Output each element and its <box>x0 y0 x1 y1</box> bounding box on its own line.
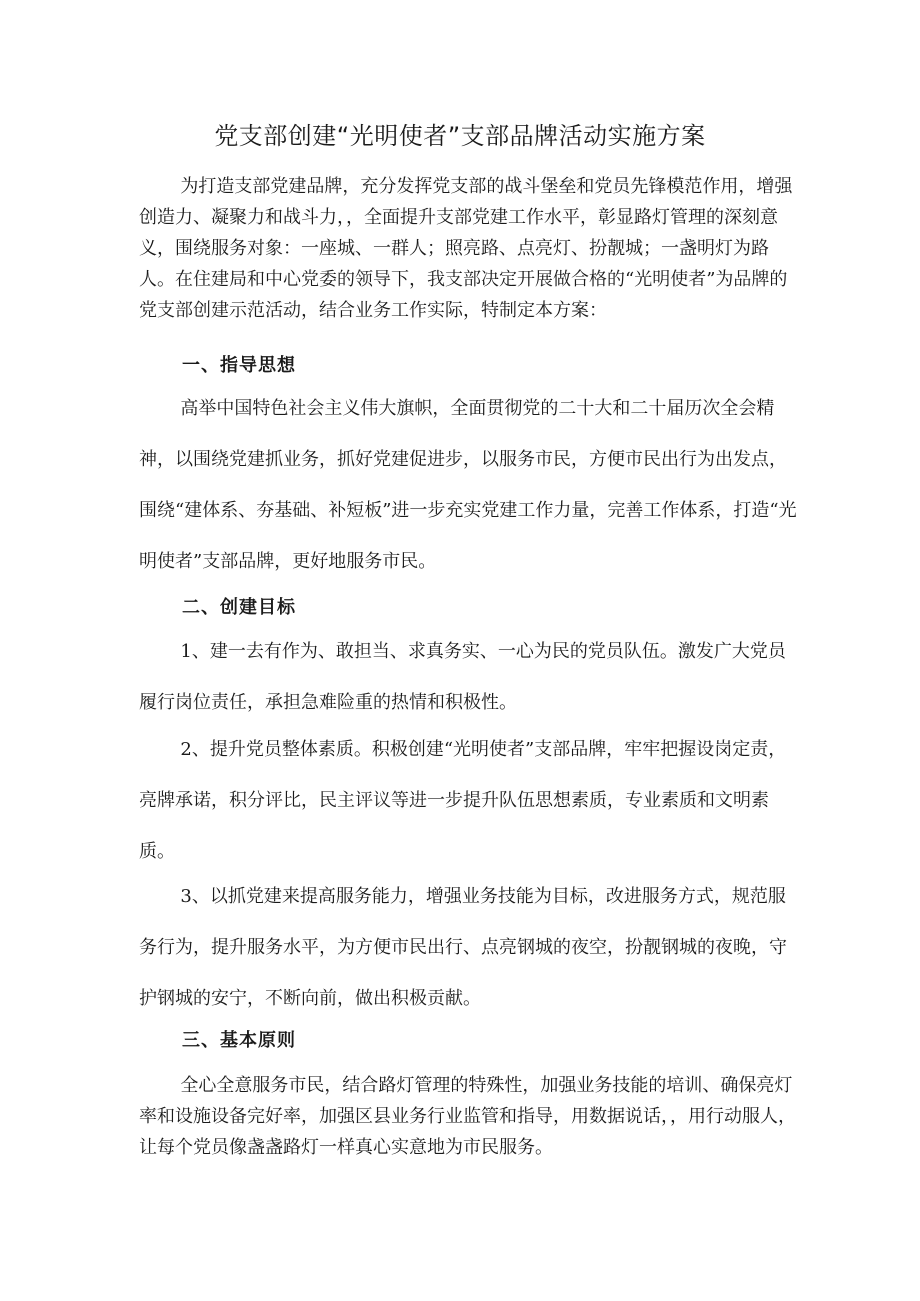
section-heading-guiding-ideology: 一、指导思想 <box>182 355 296 376</box>
goal-item-3: 3、以抓党建来提高服务能力，增强业务技能为目标，改进服务方式，规范服务行为，提升服务水平，为方便市民出行、点亮钢城的夜空，扮靓钢城的夜晚，守护钢城的安宁，不断向前，做出积极贡献。 <box>139 886 787 1009</box>
section-heading-principles: 三、基本原则 <box>182 1030 296 1051</box>
goal-item-1: 1、建一去有作为、敢担当、求真务实、一心为民的党员队伍。激发广大党员履行岗位责任，承担急难险重的热情和积极性。 <box>139 641 786 713</box>
section-heading-goals: 二、创建目标 <box>182 597 296 618</box>
goal-item-2: 2、提升党员整体素质。积极创建“光明使者”支部品牌，牢牢把握设岗定责，亮牌承诺，积分评比，民主评议等进一步提升队伍思想素质，专业素质和文明素质。 <box>139 739 787 862</box>
intro-paragraph: 为打造支部党建品牌，充分发挥党支部的战斗堡垒和党员先锋模范作用，增强创造力、凝聚力和战斗力，，全面提升支部党建工作水平，彰显路灯管理的深刻意义，围绕服务对象：一座城、一群人；照亮路、点亮灯、扮靓城；一盏明灯为路人。在住建局和中心党委的领导下，我支部决定开展做合格的“光明使者”为品牌的党支部创建示范活动，结合业务工作实际，特制定本方案： <box>139 176 793 321</box>
document-title: 党支部创建“光明使者”支部品牌活动实施方案 <box>214 122 706 150</box>
guiding-ideology-paragraph: 高举中国特色社会主义伟大旗帜，全面贯彻党的二十大和二十届历次全会精神，以围绕党建抓业务，抓好党建促进步，以服务市民，方便市民出行为出发点，围绕“建体系、夯基础、补短板”进一步充实党建工作力量，完善工作体系，打造“光明使者”支部品牌，更好地服务市民。 <box>139 398 797 572</box>
principles-paragraph: 全心全意服务市民，结合路灯管理的特殊性，加强业务技能的培训、确保亮灯率和设施设备完好率，加强区县业务行业监管和指导，用数据说话，，用行动服人，让每个党员像盏盏路灯一样真心实意地为市民服务。 <box>139 1075 796 1158</box>
